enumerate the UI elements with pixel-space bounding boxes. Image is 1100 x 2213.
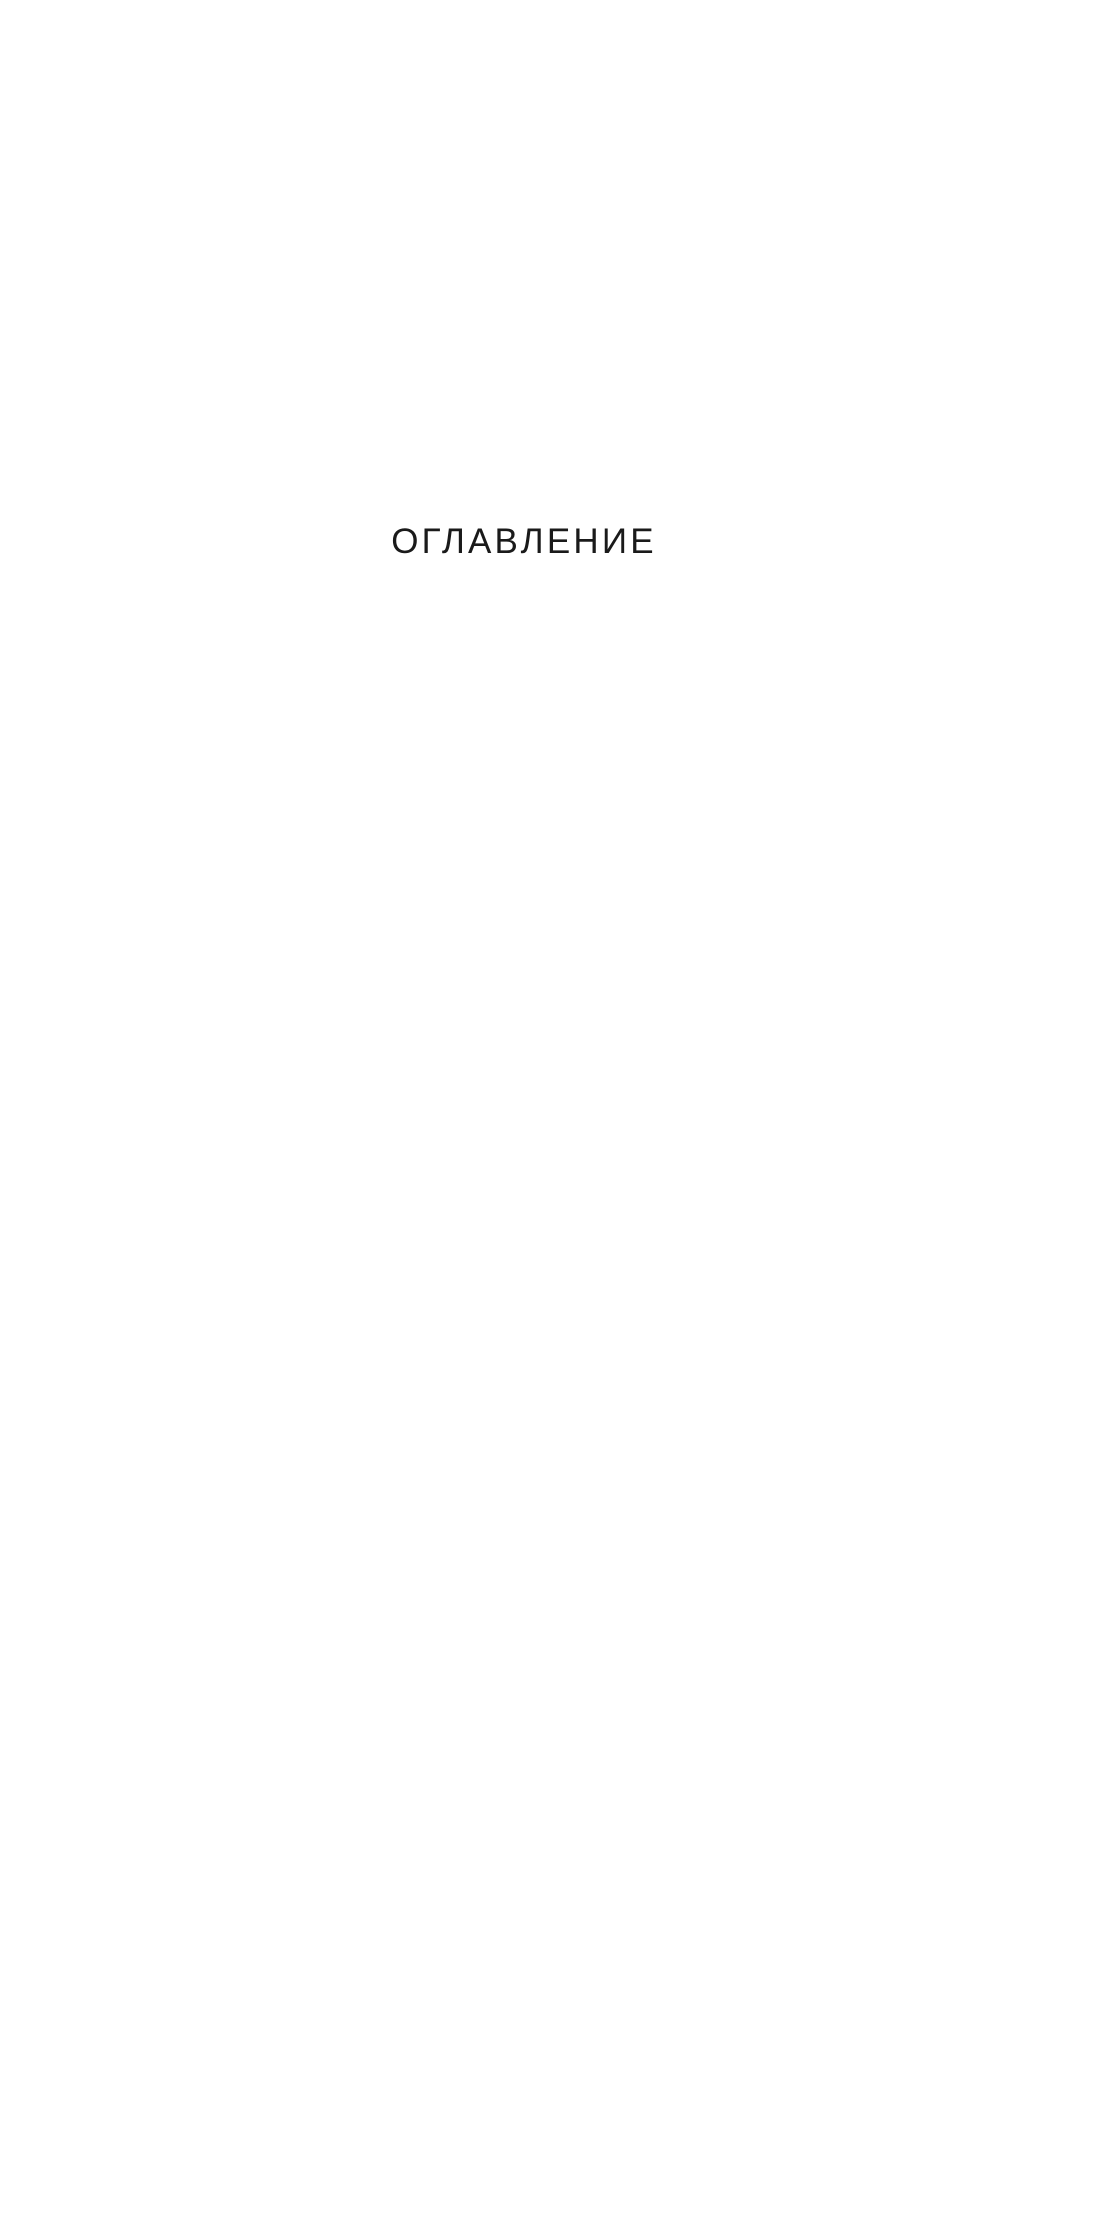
toc-entry[interactable]	[118, 1210, 925, 1244]
toc-entry-row	[118, 1210, 925, 1244]
toc-page-number	[118, 628, 1100, 2213]
page-title: ОГЛАВЛЕНИЕ	[391, 522, 657, 561]
toc-entry-list	[118, 628, 925, 1244]
